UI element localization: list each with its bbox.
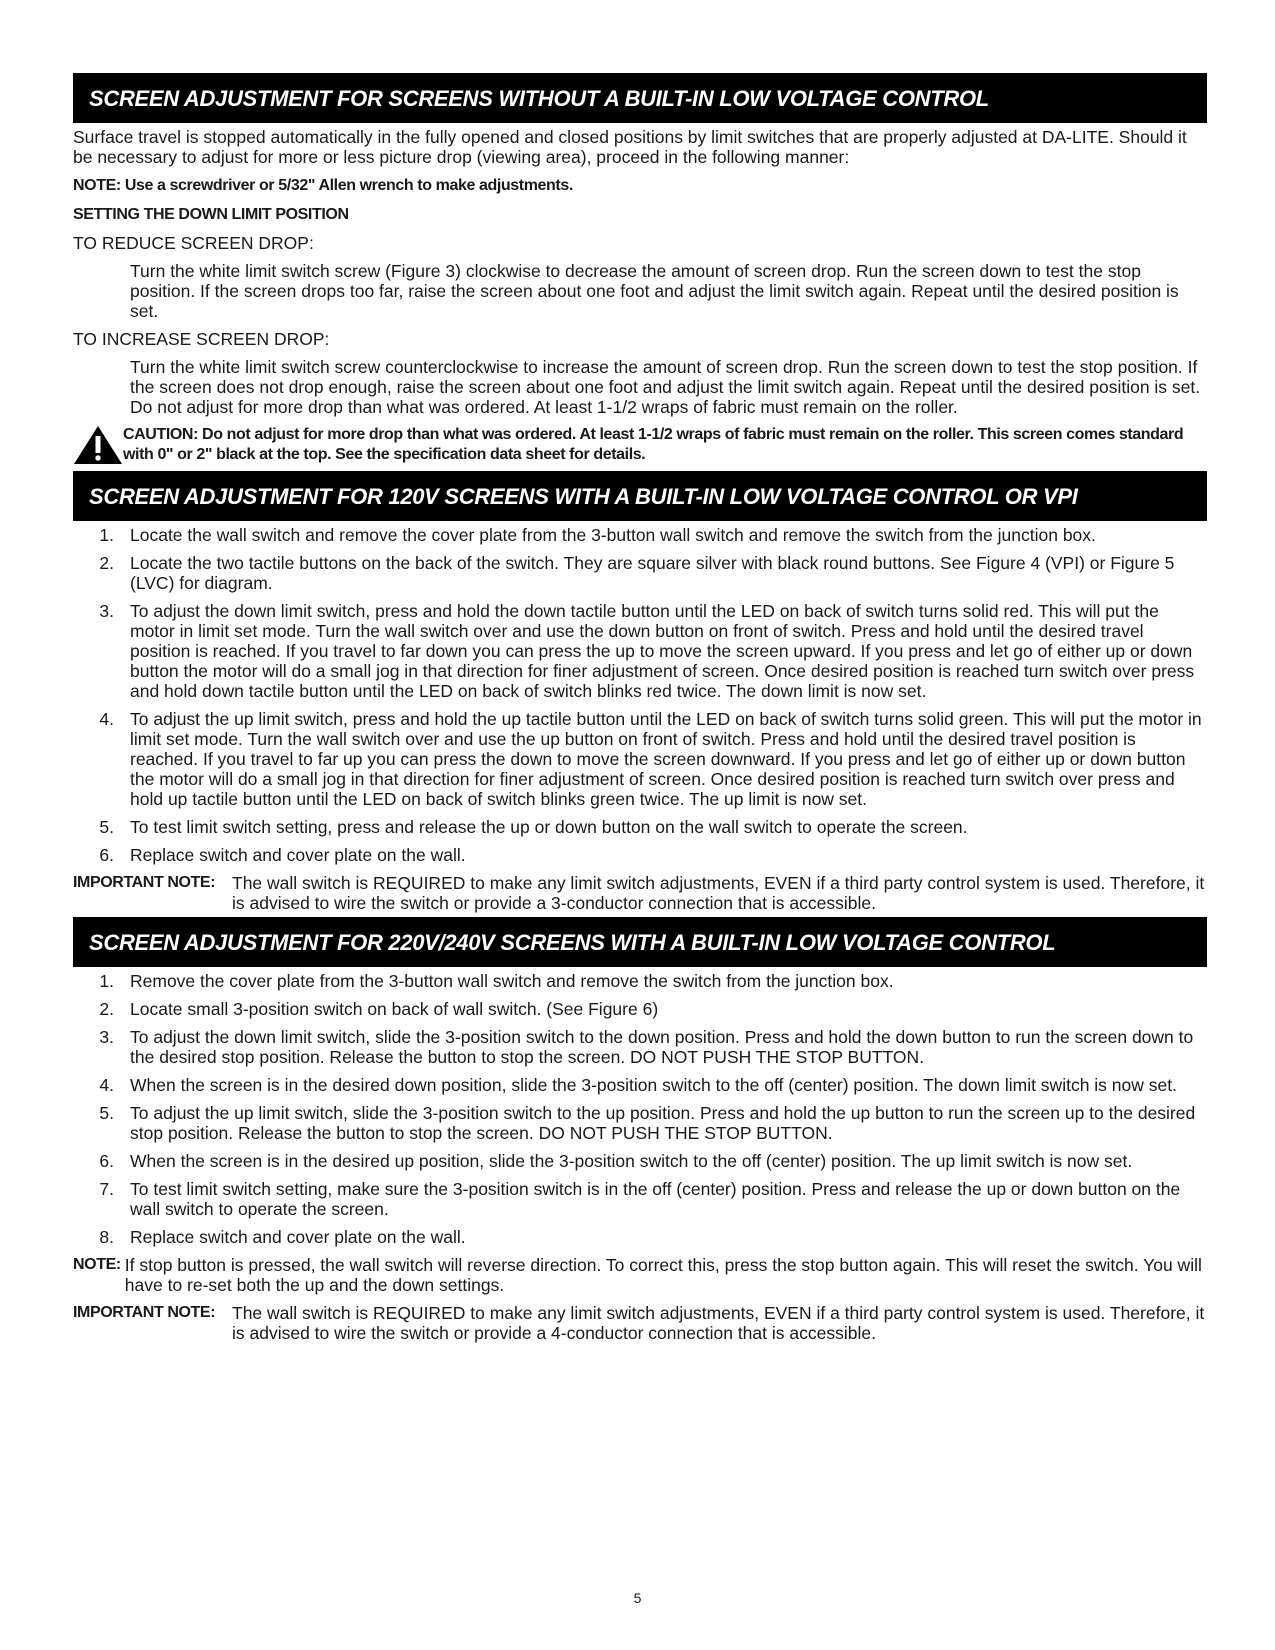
caution-text: CAUTION: Do not adjust for more drop than what was ordered. At least 1-1/2 wraps of fabric must remain on the roller. This screen comes standard with 0" or 2" black at the top. See the specification data sheet for details. [123,426,1184,463]
important-note-text: The wall switch is REQUIRED to make any limit switch adjustments, EVEN if a third party control system is used. Therefore, it is advised to wire the switch or provide a 3-conductor connection that is accessible. [232,873,1205,913]
list-item: 2. Locate small 3-position switch on back of wall switch. (See Figure 6) [99,999,659,1019]
list-item: 5. To test limit switch setting, press and release the up or down button on the wall switch to operate the screen. [99,817,968,837]
list-item: 4. To adjust the up limit switch, press and hold the up tactile button until the LED on back of switch turns solid green. This will put the motor in limit set mode. Turn the wall switch over and use the up button on front of switch. Press and hold until the desired travel position is reached. If you travel to far up you can press the down to move the screen downward. If you press and let go of either up or down button the motor will do a small jog in that direction for finer adjustment of screen. Once desired position is reached turn switch over press and hold up tactile button until the LED on back of switch blinks green twice. The up limit is now set. [99,709,1202,809]
section-heading-120v: SCREEN ADJUSTMENT FOR 120V SCREENS WITH A BUILT-IN LOW VOLTAGE CONTROL OR VPI [73,471,1207,521]
list-item: 3. To adjust the down limit switch, slide the 3-position switch to the down position. Press and hold the down button to run the screen down to the desired stop position. Release the button to stop the screen. DO NOT PUSH THE STOP BUTTON. [99,1027,1194,1067]
important-note-text: The wall switch is REQUIRED to make any limit switch adjustments, EVEN if a third party control system is used. Therefore, it is advised to wire the switch or provide a 4-conductor connection that is accessible. [232,1303,1205,1343]
note-label: NOTE: [73,1256,121,1273]
list-item: 1. Remove the cover plate from the 3-button wall switch and remove the switch from the junction box. [99,971,894,991]
down-limit-subheading: SETTING THE DOWN LIMIT POSITION [73,206,349,223]
reduce-drop-label: TO REDUCE SCREEN DROP: [73,233,314,253]
list-item: 3. To adjust the down limit switch, press and hold the down tactile button until the LED on back of switch turns solid red. This will put the motor in limit set mode. Turn the wall switch over and use the down button on front of switch. Press and hold until the desired travel position is reached. If you travel to far down you can press the up to move the screen upward. If you press and let go of either up or down button the motor will do a small jog in that direction for finer adjustment of screen. Once desired position is reached turn switch over press and hold down tactile button until the LED on back of switch blinks red twice. The down limit is now set. [99,601,1195,701]
list-item: 1. Locate the wall switch and remove the cover plate from the 3-button wall switch and remove the switch from the junction box. [99,525,1096,545]
note-text: If stop button is pressed, the wall switch will reverse direction. To correct this, press the stop button again. This will reset the switch. You will have to re-set both the up and the down settings. [124,1255,1202,1295]
section-heading-220v: SCREEN ADJUSTMENT FOR 220V/240V SCREENS WITH A BUILT-IN LOW VOLTAGE CONTROL [73,917,1207,967]
page-number: 5 [633,1590,642,1606]
list-item: 5. To adjust the up limit switch, slide the 3-position switch to the up position. Press and hold the up button to run the screen up to the desired stop position. Release the button to stop the screen. DO NOT PUSH THE STOP BUTTON. [99,1103,1196,1143]
section-heading-no-lvc: SCREEN ADJUSTMENT FOR SCREENS WITHOUT A BUILT-IN LOW VOLTAGE CONTROL [73,73,1207,123]
list-item: 6. Replace switch and cover plate on the wall. [99,845,466,865]
steps-120v [73,525,1207,865]
document-page [73,73,1207,1343]
steps-220v [73,971,1207,1247]
important-note-label: IMPORTANT NOTE: [73,1304,216,1321]
increase-drop-text: Turn the white limit switch screw counterclockwise to increase the amount of screen drop. Run the screen down to test the stop position. If the screen does not drop enough, raise the screen about one foot and adjust the limit switch again. Repeat until the desired position is set. Do not adjust for more drop than what was ordered. At least 1-1/2 wraps of fabric must remain on the roller. [130,357,1201,417]
tool-note: NOTE: Use a screwdriver or 5/32" Allen wrench to make adjustments. [73,177,573,194]
list-item: 7. To test limit switch setting, make sure the 3-position switch is in the off (center) position. Press and release the up or down button on the wall switch to operate the screen. [99,1179,1181,1219]
list-item: 8. Replace switch and cover plate on the wall. [99,1227,466,1247]
reduce-drop-text: Turn the white limit switch screw (Figure 3) clockwise to decrease the amount of screen drop. Run the screen down to test the stop position. If the screen drops too far, raise the screen about one foot and adjust the limit switch again. Repeat until the desired position is set. [130,261,1179,321]
increase-drop-label: TO INCREASE SCREEN DROP: [73,329,330,349]
important-note-220v [73,1303,1207,1343]
warning-triangle-icon [73,425,123,465]
intro-paragraph: Surface travel is stopped automatically in the fully opened and closed positions by limit switches that are properly adjusted at DA-LITE. Should it be necessary to adjust for more or less picture drop (viewing area), proceed in the following manner: [73,127,1187,167]
caution-block [73,425,1207,465]
important-note-label: IMPORTANT NOTE: [73,874,216,891]
stop-button-note [73,1255,1207,1295]
list-item: 2. Locate the two tactile buttons on the back of the switch. They are square silver with black round buttons. See Figure 4 (VPI) or Figure 5 (LVC) for diagram. [99,553,1175,593]
important-note-120v [73,873,1207,913]
list-item: 6. When the screen is in the desired up position, slide the 3-position switch to the off (center) position. The up limit switch is now set. [99,1151,1133,1171]
list-item: 4. When the screen is in the desired down position, slide the 3-position switch to the off (center) position. The down limit switch is now set. [99,1075,1177,1095]
